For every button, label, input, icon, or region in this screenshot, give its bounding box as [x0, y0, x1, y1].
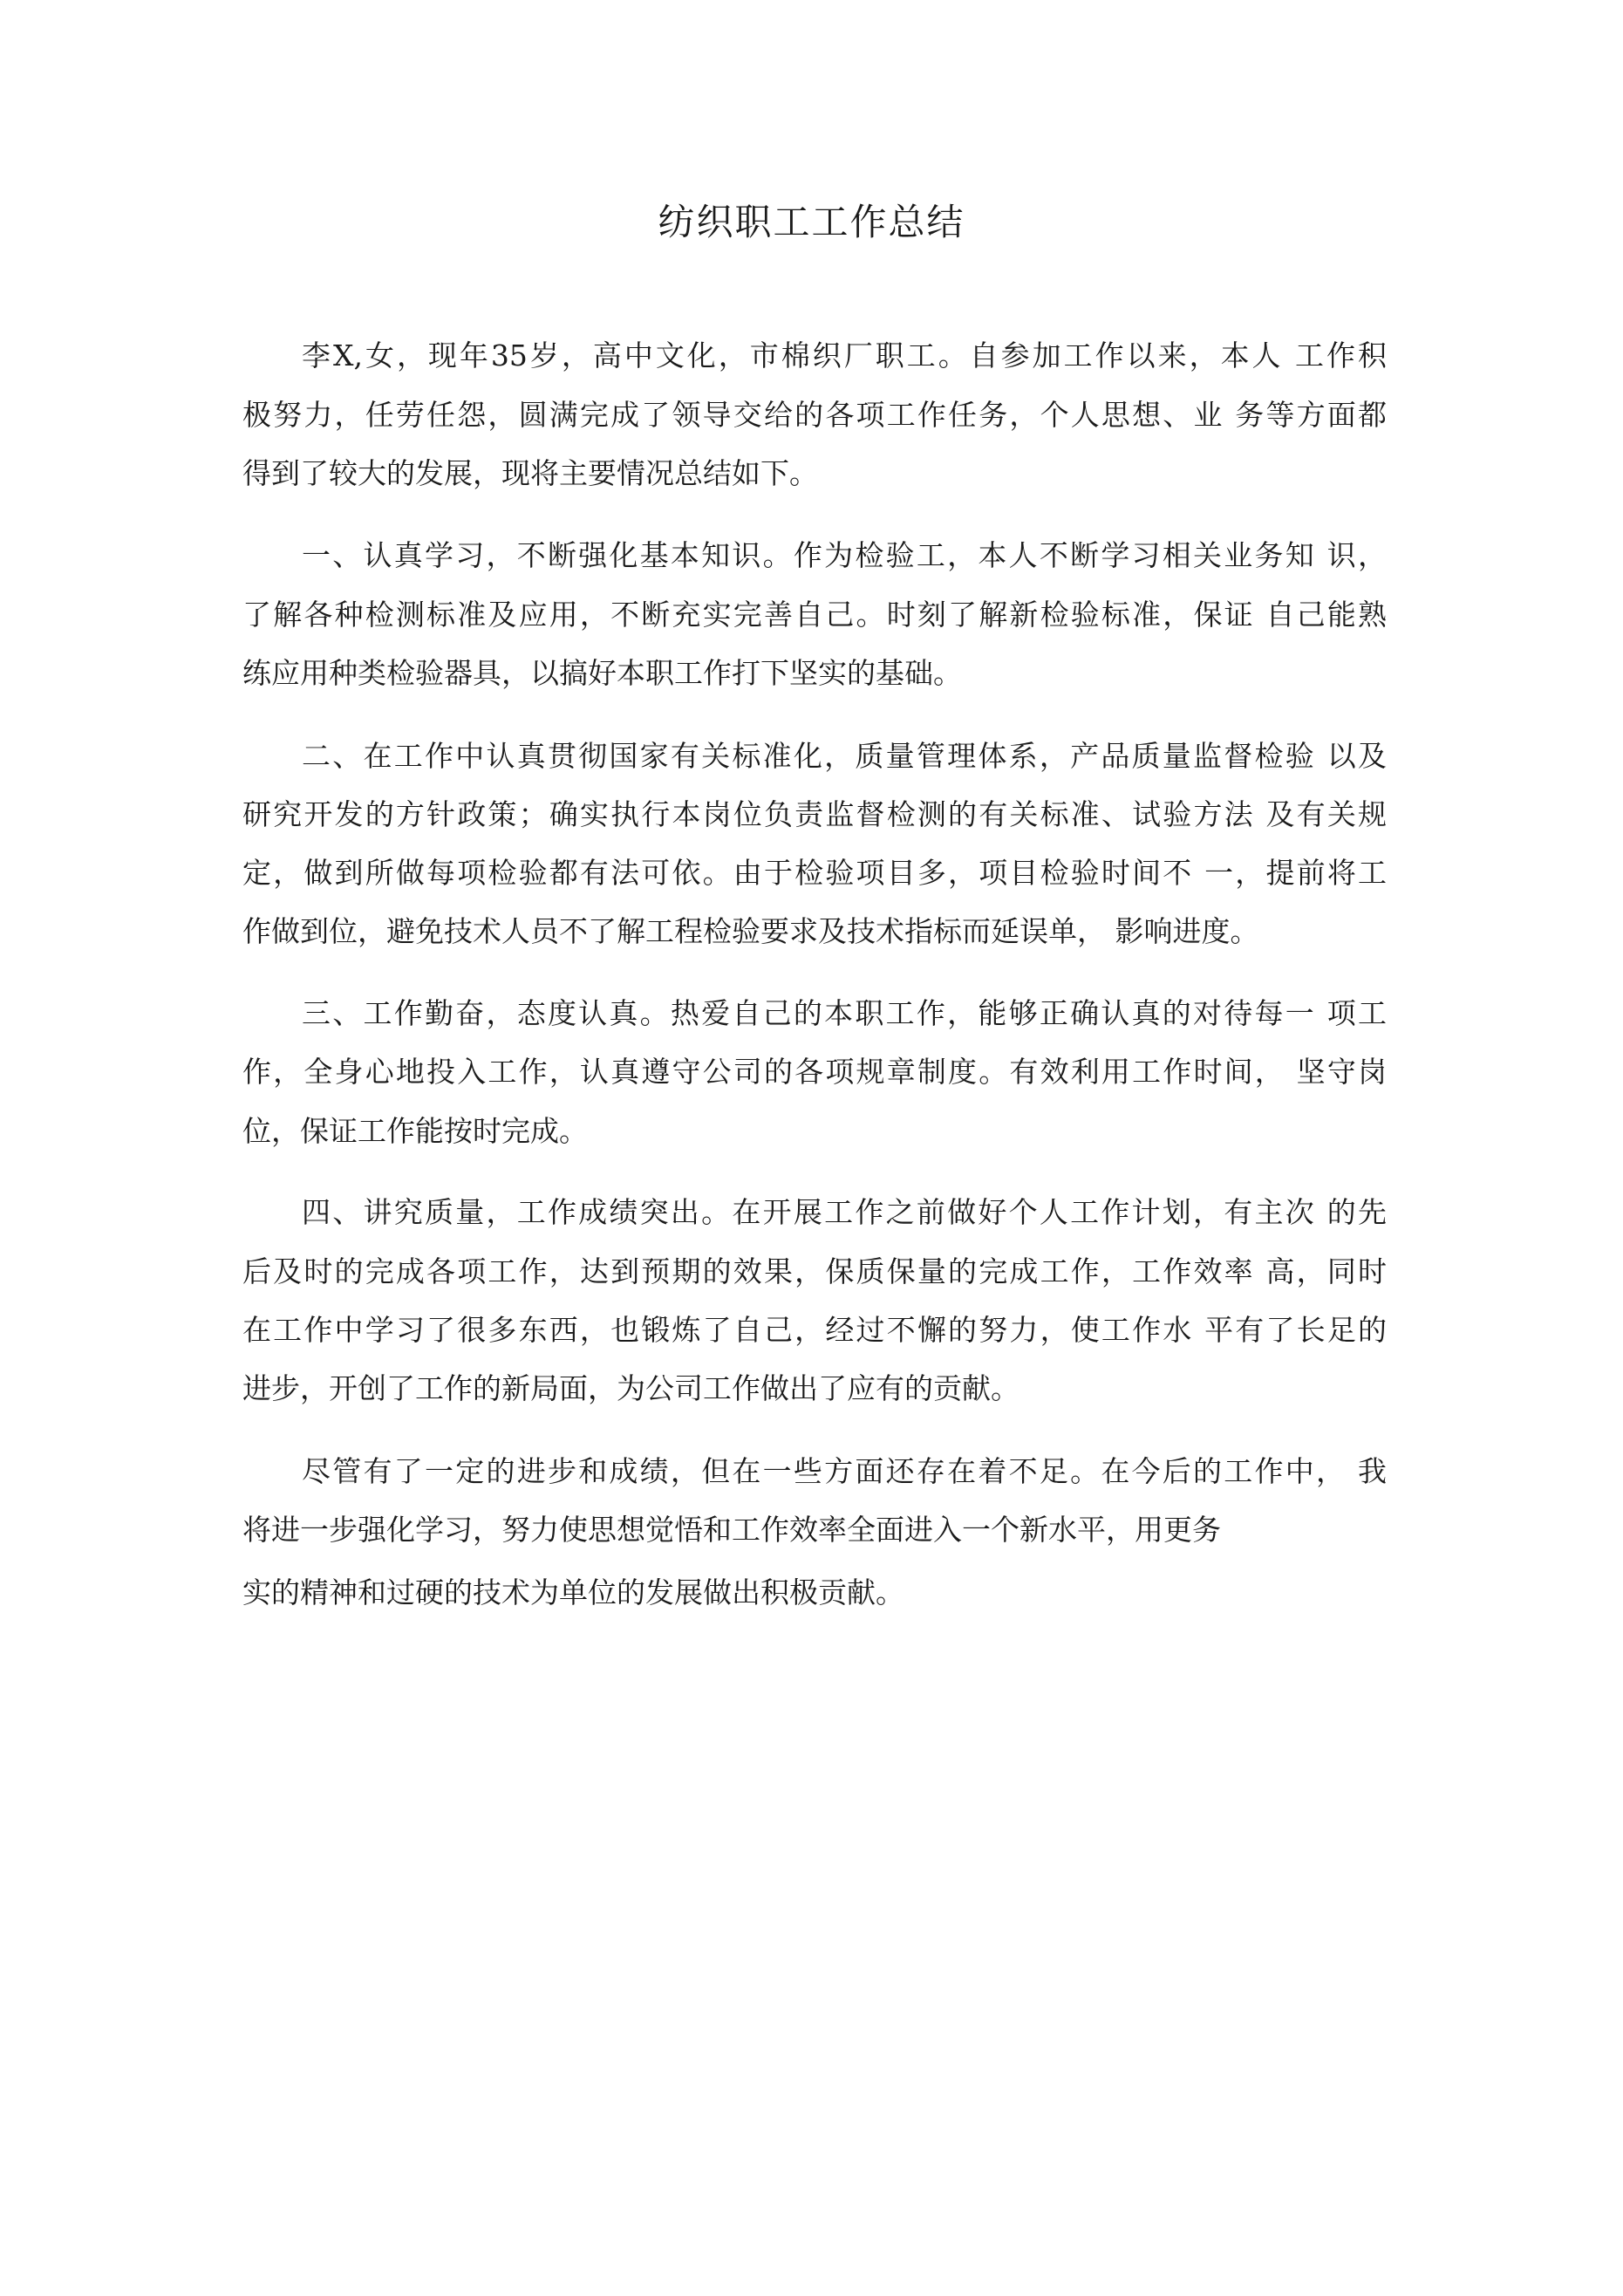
paragraph-4-line-3: 位，保证工作能按时完成。: [242, 1114, 588, 1148]
paragraph-5-line-2: 后及时的完成各项工作，达到预期的效果，保质保量的完成工作，工作效率 高，同时: [242, 1254, 1387, 1288]
paragraph-1-line-2: 极努力，任劳任怨，圆满完成了领导交给的各项工作任务，个人思想、业 务等方面都: [242, 398, 1387, 432]
paragraph-6-line-2: 将进一步强化学习，努力使思想觉悟和工作效率全面进入一个新水平，用更务: [242, 1513, 1221, 1547]
paragraph-1-line-3: 得到了较大的发展，现将主要情况总结如下。: [242, 456, 818, 490]
paragraph-2-line-2: 了解各种检测标准及应用，不断充实完善自己。时刻了解新检验标准，保证 自己能熟: [242, 598, 1387, 632]
paragraph-6-line-1: 尽管有了一定的进步和成绩，但在一些方面还存在着不足。在今后的工作中， 我: [302, 1454, 1387, 1488]
paragraph-3-line-4: 作做到位，避免技术人员不了解工程检验要求及技术指标而延误单， 影响进度。: [242, 914, 1259, 948]
paragraph-6-line-3: 实的精神和过硬的技术为单位的发展做出积极贡献。: [242, 1575, 904, 1609]
paragraph-5-line-3: 在工作中学习了很多东西，也锻炼了自己，经过不懈的努力，使工作水 平有了长足的: [242, 1313, 1387, 1347]
paragraph-5-line-4: 进步，开创了工作的新局面，为公司工作做出了应有的贡献。: [242, 1371, 1019, 1405]
paragraph-3-line-2: 研究开发的方针政策；确实执行本岗位负责监督检测的有关标准、试验方法 及有关规: [242, 797, 1387, 831]
paragraph-2-line-3: 练应用种类检验器具，以搞好本职工作打下坚实的基础。: [242, 656, 962, 690]
paragraph-5-line-1: 四、讲究质量，工作成绩突出。在开展工作之前做好个人工作计划，有主次 的先: [302, 1195, 1387, 1229]
paragraph-4-line-1: 三、工作勤奋，态度认真。热爱自己的本职工作，能够正确认真的对待每一 项工: [302, 996, 1387, 1030]
paragraph-3-line-3: 定，做到所做每项检验都有法可依。由于检验项目多，项目检验时间不 一，提前将工: [242, 856, 1387, 890]
paragraph-3-line-1: 二、在工作中认真贯彻国家有关标准化，质量管理体系，产品质量监督检验 以及: [302, 739, 1387, 773]
page-title: 纺织职工工作总结: [658, 201, 965, 243]
paragraph-2-line-1: 一、认真学习，不断强化基本知识。作为检验工，本人不断学习相关业务知 识，: [302, 538, 1387, 572]
paragraph-4-line-2: 作，全身心地投入工作，认真遵守公司的各项规章制度。有效利用工作时间， 坚守岗: [242, 1055, 1387, 1089]
paragraph-1-line-1: 李X,女，现年35岁，高中文化，市棉织厂职工。自参加工作以来，本人 工作积: [302, 338, 1387, 372]
